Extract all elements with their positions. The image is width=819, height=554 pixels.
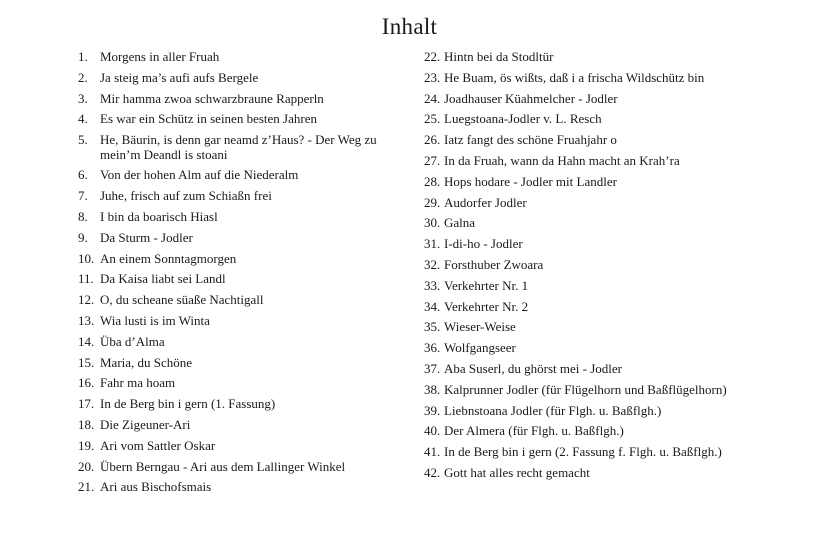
toc-entry-number: 38.: [424, 381, 441, 397]
toc-entry: [78, 439, 408, 454]
toc-entry-title: Von der hohen Alm auf die Niederalm: [100, 167, 299, 183]
toc-entry-number: 19.: [78, 437, 95, 453]
toc-entry: [424, 258, 804, 273]
toc-entry: [424, 424, 804, 439]
toc-entry-number: 23.: [424, 69, 441, 85]
toc-entry-number: 17.: [78, 396, 95, 412]
toc-entry-title: Der Almera (für Flgh. u. Baßflgh.): [444, 423, 624, 439]
toc-entry-title: Wolfgangseer: [444, 340, 516, 356]
toc-entry-number: 34.: [424, 298, 441, 314]
toc-entry: [78, 272, 408, 287]
toc-entry-title: He Buam, ös wißts, daß i a frischa Wildschütz bin: [444, 69, 705, 85]
toc-entry-number: 8.: [78, 209, 88, 225]
toc-entry: [78, 168, 408, 183]
toc-entry-number: 16.: [78, 375, 95, 391]
page-title: Inhalt: [381, 14, 438, 39]
toc-entry-number: 41.: [424, 444, 441, 460]
toc-entry: [424, 404, 804, 419]
toc-entry-title: Juhe, frisch auf zum Schiaßn frei: [100, 188, 272, 204]
toc-entry-number: 31.: [424, 236, 441, 252]
toc-entry-title: Morgens in aller Fruah: [100, 49, 220, 64]
toc-entry-title: Üba d’Alma: [100, 333, 165, 349]
toc-entry-title: Es war ein Schütz in seinen besten Jahren: [100, 111, 317, 127]
toc-entry-title: Kalprunner Jodler (für Flügelhorn und Baßflügelhorn): [444, 381, 727, 397]
toc-entry: [424, 445, 804, 460]
toc-entry: [78, 189, 408, 204]
toc-entry: [78, 231, 408, 246]
toc-entry-title: Übern Berngau - Ari aus dem Lallinger Winkel: [100, 458, 346, 474]
toc-entry-title: Luegstoana-Jodler v. L. Resch: [444, 111, 602, 127]
toc-entry-title: Iatz fangt des schöne Fruahjahr o: [444, 132, 617, 148]
toc-entry-number: 3.: [78, 90, 88, 106]
toc-entry-title: Mir hamma zwoa schwarzbraune Rapperln: [100, 90, 324, 106]
toc-entry-number: 22.: [424, 49, 441, 64]
toc-entry-number: 40.: [424, 423, 441, 439]
toc-entry: [424, 300, 804, 315]
toc-entry-number: 1.: [78, 49, 88, 64]
toc-entry: [78, 71, 408, 86]
toc-entry-title: Audorfer Jodler: [444, 194, 527, 210]
toc-entry-title: Wia lusti is im Winta: [100, 313, 210, 329]
toc-entry-number: 33.: [424, 277, 441, 293]
toc-entry: [78, 252, 408, 267]
toc-entry-number: 10.: [78, 250, 95, 266]
toc-entry: [78, 356, 408, 371]
toc-entry: [78, 293, 408, 308]
toc-entry-title: Verkehrter Nr. 2: [444, 298, 529, 314]
toc-entry-number: 14.: [78, 333, 95, 349]
toc-entry-number: 11.: [78, 271, 94, 287]
toc-entry: [78, 210, 408, 225]
toc-entry-title: Die Zigeuner-Ari: [100, 417, 191, 433]
toc-entry-number: 25.: [424, 111, 441, 127]
toc-entry-title: In da Fruah, wann da Hahn macht an Krah’ra: [444, 152, 680, 168]
toc-entry-title: An einem Sonntagmorgen: [100, 250, 237, 266]
toc-entry-number: 32.: [424, 256, 441, 272]
toc-entry-title: Joadhauser Küahmelcher - Jodler: [444, 90, 618, 106]
toc-entry-title: Wieser-Weise: [444, 319, 516, 335]
toc-entry: [78, 50, 408, 65]
toc-entry-number: 21.: [78, 479, 95, 495]
toc-entry-number: 37.: [424, 360, 441, 376]
toc-entry: [424, 196, 804, 211]
toc-entry-number: 7.: [78, 188, 88, 204]
toc-entry-title: He, Bäurin, is denn gar neamd z’Haus? - Der Weg zu mein’m Deandl is stoani: [100, 132, 377, 162]
toc-entry: [424, 175, 804, 190]
toc-entry-number: 35.: [424, 319, 441, 335]
toc-entry: [78, 133, 408, 162]
toc-entry-title: Verkehrter Nr. 1: [444, 277, 529, 293]
toc-entry: [78, 314, 408, 329]
toc-entry: [424, 383, 804, 398]
toc-entry-number: 39.: [424, 402, 441, 418]
toc-entry-title: In de Berg bin i gern (2. Fassung f. Flgh. u. Baßflgh.): [444, 444, 722, 460]
toc-entry-number: 5.: [78, 132, 88, 148]
toc-right-column: [424, 50, 804, 487]
toc-entry: [424, 320, 804, 335]
toc-entry-title: Hops hodare - Jodler mit Landler: [444, 173, 617, 189]
toc-entry-number: 13.: [78, 313, 95, 329]
toc-entry-title: Fahr ma hoam: [100, 375, 176, 391]
toc-entry: [424, 362, 804, 377]
toc-entry-number: 20.: [78, 458, 95, 474]
toc-entry: [78, 418, 408, 433]
toc-entry-title: In de Berg bin i gern (1. Fassung): [100, 396, 276, 412]
toc-entry-number: 29.: [424, 194, 441, 210]
toc-entry-number: 9.: [78, 229, 88, 245]
toc-entry: [424, 50, 804, 65]
toc-entry-title: Ari vom Sattler Oskar: [100, 437, 216, 453]
toc-entry: [424, 341, 804, 356]
toc-entry-title: I-di-ho - Jodler: [444, 236, 523, 252]
toc-entry: [78, 460, 408, 475]
toc-entry: [424, 279, 804, 294]
toc-entry-number: 12.: [78, 292, 95, 308]
toc-entry-number: 18.: [78, 417, 95, 433]
toc-entry: [424, 237, 804, 252]
toc-entry-title: Maria, du Schöne: [100, 354, 193, 370]
toc-entry-title: Galna: [444, 215, 476, 231]
toc-entry-number: 24.: [424, 90, 441, 106]
toc-entry: [424, 466, 804, 481]
toc-entry-number: 30.: [424, 215, 441, 231]
toc-entry-title: Forsthuber Zwoara: [444, 256, 544, 272]
toc-entry-number: 27.: [424, 152, 441, 168]
toc-entry: [424, 133, 804, 148]
toc-entry: [78, 92, 408, 107]
toc-entry: [78, 376, 408, 391]
toc-entry-number: 4.: [78, 111, 88, 127]
toc-entry-number: 36.: [424, 340, 441, 356]
toc-entry-title: Da Kaisa liabt sei Landl: [100, 271, 226, 287]
toc-entry: [424, 71, 804, 86]
toc-entry-number: 6.: [78, 167, 88, 183]
toc-entry: [78, 112, 408, 127]
toc-entry: [78, 480, 408, 495]
toc-entry-number: 28.: [424, 173, 441, 189]
toc-entry-title: I bin da boarisch Hiasl: [100, 209, 218, 225]
toc-entry-title: Hintn bei da Stodltür: [444, 49, 554, 64]
toc-entry-number: 26.: [424, 132, 441, 148]
toc-entry-number: 42.: [424, 464, 441, 480]
toc-entry-title: Ja steig ma’s aufi aufs Bergele: [100, 69, 259, 85]
toc-entry: [424, 154, 804, 169]
toc-entry-title: Da Sturm - Jodler: [100, 229, 193, 245]
toc-entry-number: 2.: [78, 69, 88, 85]
toc-entry-number: 15.: [78, 354, 95, 370]
toc-entry-title: Aba Suserl, du ghörst mei - Jodler: [444, 360, 623, 376]
toc-entry-title: Liebnstoana Jodler (für Flgh. u. Baßflgh.): [444, 402, 662, 418]
toc-entry-title: Gott hat alles recht gemacht: [444, 464, 590, 480]
toc-entry: [424, 216, 804, 231]
toc-entry: [424, 92, 804, 107]
toc-entry-title: Ari aus Bischofsmais: [100, 479, 212, 495]
toc-entry: [78, 397, 408, 412]
toc-entry-title: O, du scheane süaße Nachtigall: [100, 292, 264, 308]
toc-left-column: [78, 50, 408, 501]
toc-entry: [78, 335, 408, 350]
toc-entry: [424, 112, 804, 127]
